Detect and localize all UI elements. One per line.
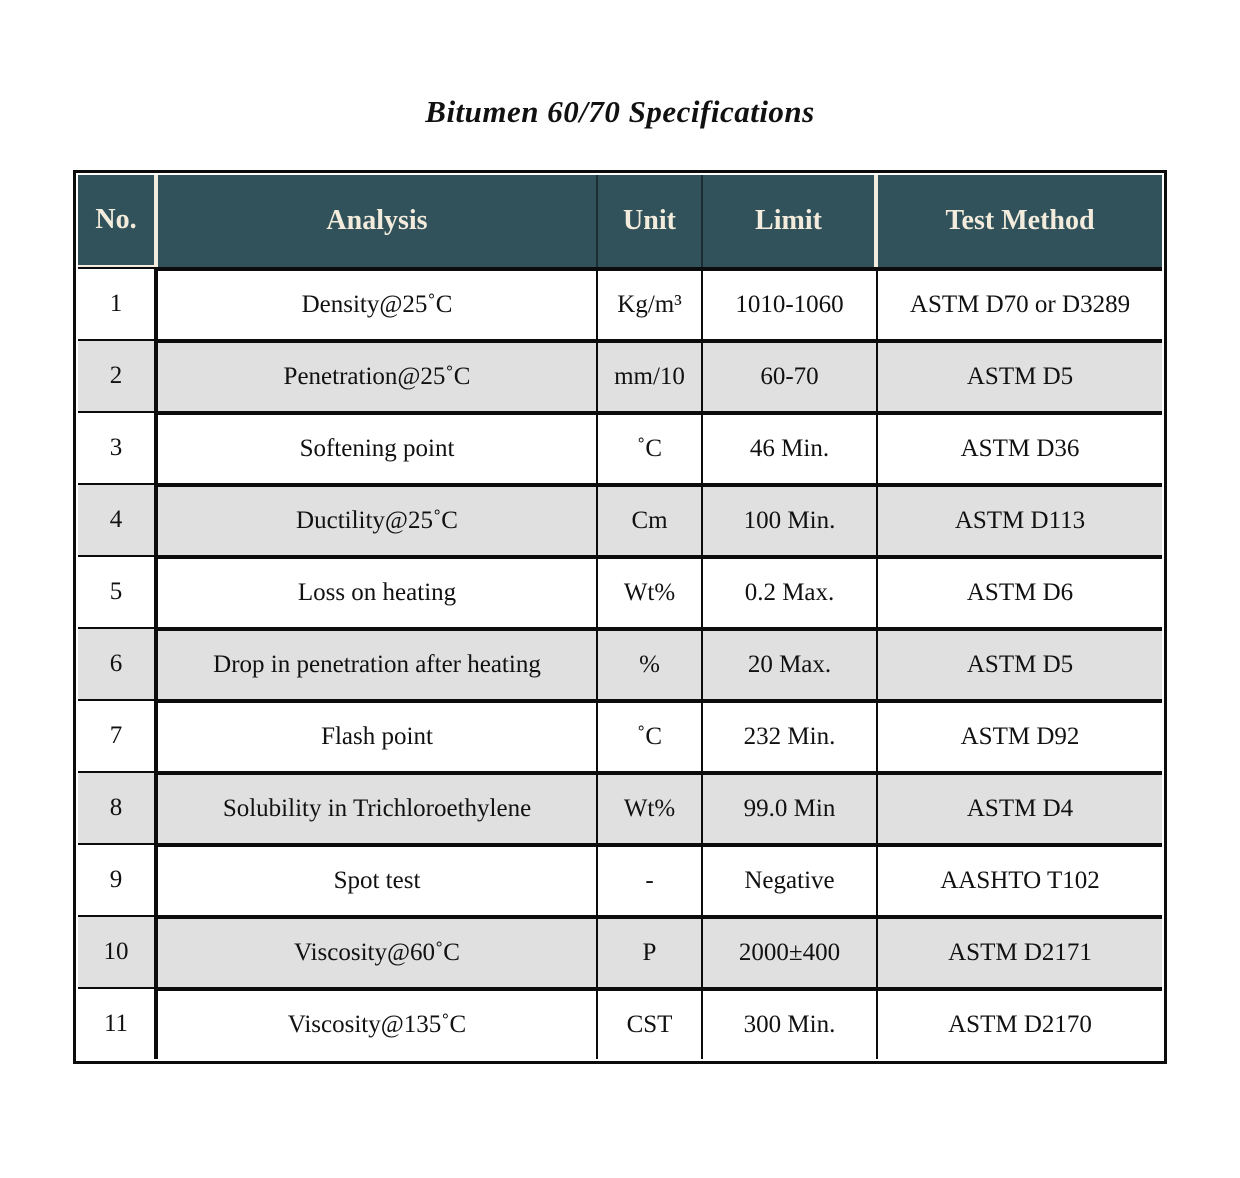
cell-no: 9	[78, 843, 158, 915]
column-header-limit: Limit	[703, 175, 878, 267]
cell-analysis: Softening point	[158, 411, 598, 483]
cell-test-method: ASTM D113	[878, 483, 1162, 555]
cell-analysis: Density@25˚C	[158, 267, 598, 339]
cell-test-method: ASTM D2170	[878, 987, 1162, 1059]
column-header-analysis: Analysis	[158, 175, 598, 267]
cell-no: 10	[78, 915, 158, 987]
cell-limit: 60-70	[703, 339, 878, 411]
cell-analysis: Drop in penetration after heating	[158, 627, 598, 699]
cell-test-method: ASTM D5	[878, 339, 1162, 411]
cell-no: 1	[78, 267, 158, 339]
cell-limit: 232 Min.	[703, 699, 878, 771]
cell-limit: 0.2 Max.	[703, 555, 878, 627]
cell-limit: 2000±400	[703, 915, 878, 987]
cell-limit: Negative	[703, 843, 878, 915]
cell-no: 3	[78, 411, 158, 483]
cell-unit: CST	[598, 987, 703, 1059]
cell-no: 8	[78, 771, 158, 843]
cell-test-method: ASTM D36	[878, 411, 1162, 483]
cell-test-method: ASTM D92	[878, 699, 1162, 771]
cell-unit: Wt%	[598, 555, 703, 627]
cell-limit: 46 Min.	[703, 411, 878, 483]
cell-analysis: Ductility@25˚C	[158, 483, 598, 555]
cell-unit: mm/10	[598, 339, 703, 411]
column-header-unit: Unit	[598, 175, 703, 267]
page-title: Bitumen 60/70 Specifications	[425, 94, 815, 129]
cell-limit: 300 Min.	[703, 987, 878, 1059]
cell-unit: Cm	[598, 483, 703, 555]
cell-analysis: Spot test	[158, 843, 598, 915]
cell-no: 5	[78, 555, 158, 627]
column-header-test-method: Test Method	[878, 175, 1162, 267]
specifications-grid	[78, 175, 1162, 1059]
cell-unit: -	[598, 843, 703, 915]
cell-limit: 1010-1060	[703, 267, 878, 339]
cell-analysis: Flash point	[158, 699, 598, 771]
cell-unit: P	[598, 915, 703, 987]
cell-limit: 99.0 Min	[703, 771, 878, 843]
cell-no: 7	[78, 699, 158, 771]
cell-analysis: Solubility in Trichloroethylene	[158, 771, 598, 843]
cell-limit: 20 Max.	[703, 627, 878, 699]
cell-test-method: AASHTO T102	[878, 843, 1162, 915]
cell-analysis: Viscosity@135˚C	[158, 987, 598, 1059]
cell-no: 11	[78, 987, 158, 1059]
cell-analysis: Viscosity@60˚C	[158, 915, 598, 987]
cell-test-method: ASTM D4	[878, 771, 1162, 843]
cell-test-method: ASTM D6	[878, 555, 1162, 627]
column-header-no: No.	[78, 175, 158, 267]
cell-test-method: ASTM D5	[878, 627, 1162, 699]
cell-test-method: ASTM D2171	[878, 915, 1162, 987]
cell-unit: ˚C	[598, 699, 703, 771]
cell-unit: ˚C	[598, 411, 703, 483]
cell-unit: Wt%	[598, 771, 703, 843]
cell-no: 6	[78, 627, 158, 699]
cell-limit: 100 Min.	[703, 483, 878, 555]
cell-test-method: ASTM D70 or D3289	[878, 267, 1162, 339]
cell-no: 2	[78, 339, 158, 411]
cell-no: 4	[78, 483, 158, 555]
cell-analysis: Loss on heating	[158, 555, 598, 627]
cell-unit: Kg/m³	[598, 267, 703, 339]
cell-unit: %	[598, 627, 703, 699]
specifications-table	[73, 170, 1167, 1064]
cell-analysis: Penetration@25˚C	[158, 339, 598, 411]
